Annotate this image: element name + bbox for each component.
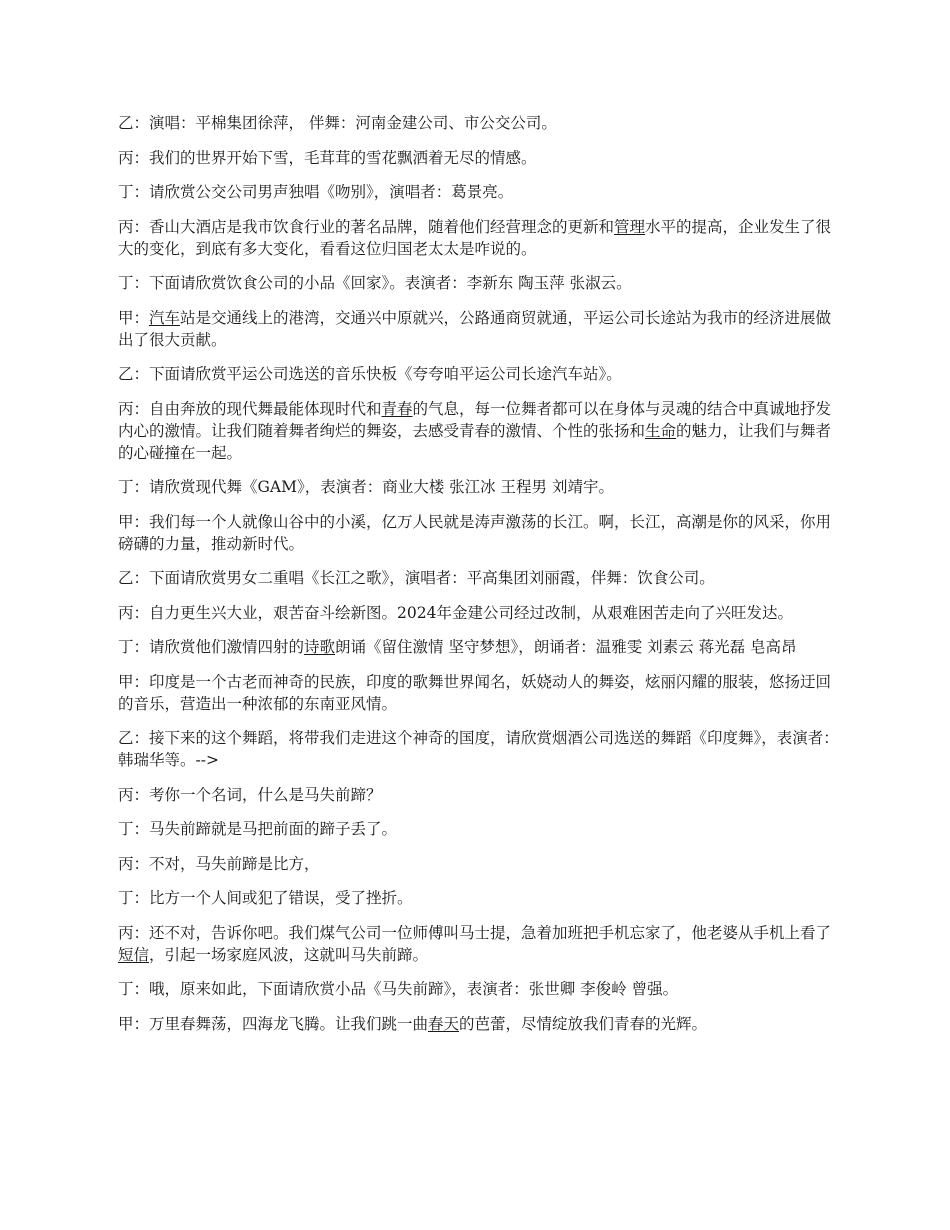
underlined-keyword: 春天	[428, 1014, 460, 1033]
paragraph-text: 丁：下面请欣赏饮食公司的小品《回家》。表演者：李新东 陶玉萍 张淑云。	[118, 274, 632, 292]
paragraph-text: 丙：考你一个名词，什么是马失前蹄？	[118, 785, 382, 804]
paragraph-text: 丙：自由奔放的现代舞最能体现时代和	[118, 399, 382, 418]
dialogue-paragraph	[118, 818, 842, 840]
paragraph-text: 甲：万里春舞荡，四海龙飞腾。让我们跳一曲	[118, 1014, 429, 1033]
dialogue-paragraph	[118, 181, 842, 203]
paragraph-text: 甲：我们每一个人就像山谷中的小溪，亿万人民就是涛声激荡的长江。啊，长江，高潮是你的风采，你用磅礴的力量，推动新时代。	[118, 512, 832, 553]
dialogue-paragraph	[118, 922, 842, 966]
paragraph-text: 丁：哦，原来如此，下面请欣赏小品《马失前蹄》，表演者：张世卿 李俊岭 曾强。	[118, 980, 679, 998]
paragraph-text: 水平的提高，企业发生了很大的变化，到底有多大变化，看看这位归国老太太是咋说的。	[118, 217, 832, 258]
dialogue-paragraph	[118, 636, 842, 658]
paragraph-text: 丙：自力更生兴大业，艰苦奋斗绘新图。2024年金建公司经过改制，从艰难困苦走向了兴旺发达。	[118, 603, 793, 622]
paragraph-text: 乙：下面请欣赏平运公司选送的音乐快板《夸夸咱平运公司长途汽车站》。	[118, 365, 622, 383]
dialogue-paragraph	[118, 784, 842, 806]
dialogue-paragraph	[118, 272, 842, 294]
dialogue-paragraph	[118, 476, 842, 498]
paragraph-text: 乙：下面请欣赏男女二重唱《长江之歌》，演唱者：平高集团刘丽霞，伴舞：饮食公司。	[118, 569, 715, 587]
dialogue-paragraph	[118, 727, 842, 771]
dialogue-paragraph	[118, 147, 842, 169]
paragraph-text: 丙：我们的世界开始下雪，毛茸茸的雪花飘洒着无尽的情感。	[118, 148, 537, 167]
paragraph-text: 的气息，每一位舞者都可以在身体与灵魂的结合中真诚地抒发内心的激情。让我们随着舞者绚烂的舞姿，去感受青春的激情、个性的张扬和	[118, 399, 832, 440]
paragraph-text: 站是交通线上的港湾，交通兴中原就兴，公路通商贸就通，平运公司长途站为我市的经济进展做出了很大贡献。	[118, 308, 832, 349]
paragraph-text: 丁：请欣赏现代舞《GAM》，表演者：商业大楼 张江冰 王程男 刘靖宇。	[118, 478, 614, 496]
dialogue-paragraph	[118, 978, 842, 1000]
dialogue-paragraph	[118, 398, 842, 464]
paragraph-text: 丁：请欣赏公交公司男声独唱《吻别》，演唱者：葛景亮。	[118, 183, 514, 201]
dialogue-paragraph	[118, 671, 842, 715]
paragraph-text: 的魅力，让我们与舞者的心碰撞在一起。	[118, 421, 832, 462]
paragraph-text: 丙：还不对，告诉你吧。我们煤气公司一位师傅叫马士提，急着加班把手机忘家了，他老婆从手机上看了	[118, 923, 832, 942]
paragraph-text: 丁：请欣赏他们激情四射的	[118, 638, 305, 656]
paragraph-text: 丁：马失前蹄就是马把前面的蹄子丢了。	[118, 820, 398, 838]
dialogue-paragraph	[118, 363, 842, 385]
paragraph-text: 甲：	[118, 308, 150, 327]
underlined-keyword: 管理	[614, 217, 646, 236]
paragraph-text: 丙：不对，马失前蹄是比方，	[118, 854, 320, 873]
dialogue-paragraph	[118, 853, 842, 875]
underlined-keyword: 青春	[381, 399, 413, 418]
paragraph-text: 朗诵《留住激情 坚守梦想》，朗诵者：温雅雯 刘素云 蒋光磊 皂高昂	[335, 638, 797, 656]
paragraph-text: ，引起一场家庭风波，这就叫马失前蹄。	[149, 945, 429, 964]
dialogue-paragraph	[118, 567, 842, 589]
dialogue-paragraph	[118, 887, 842, 909]
dialogue-paragraph	[118, 1013, 842, 1035]
paragraph-text: 甲：印度是一个古老而神奇的民族，印度的歌舞世界闻名，妖娆动人的舞姿，炫丽闪耀的服装，悠扬迂回的音乐，营造出一种浓郁的东南亚风情。	[118, 672, 832, 713]
dialogue-paragraph	[118, 602, 842, 624]
paragraph-text: 的芭蕾，尽情绽放我们青春的光辉。	[459, 1014, 708, 1033]
dialogue-paragraph	[118, 511, 842, 555]
underlined-keyword: 短信	[118, 945, 150, 964]
paragraph-text: 乙：演唱：平棉集团徐萍， 伴舞：河南金建公司、市公交公司。	[118, 114, 557, 132]
underlined-keyword: 生命	[645, 421, 677, 440]
underlined-keyword: 诗歌	[304, 638, 336, 656]
underlined-keyword: 汽车	[149, 308, 181, 327]
dialogue-paragraph	[118, 307, 842, 351]
paragraph-text: 丙：香山大酒店是我市饮食行业的著名品牌，随着他们经营理念的更新和	[118, 217, 615, 236]
paragraph-text: 丁：比方一个人间或犯了错误，受了挫折。	[118, 889, 413, 907]
dialogue-paragraph	[118, 112, 842, 134]
document-body	[118, 112, 842, 1047]
dialogue-paragraph	[118, 216, 842, 260]
paragraph-text: 乙：接下来的这个舞蹈，将带我们走进这个神奇的国度，请欣赏烟酒公司选送的舞蹈《印度舞》，表演者：韩瑞华等。-->	[118, 729, 839, 769]
